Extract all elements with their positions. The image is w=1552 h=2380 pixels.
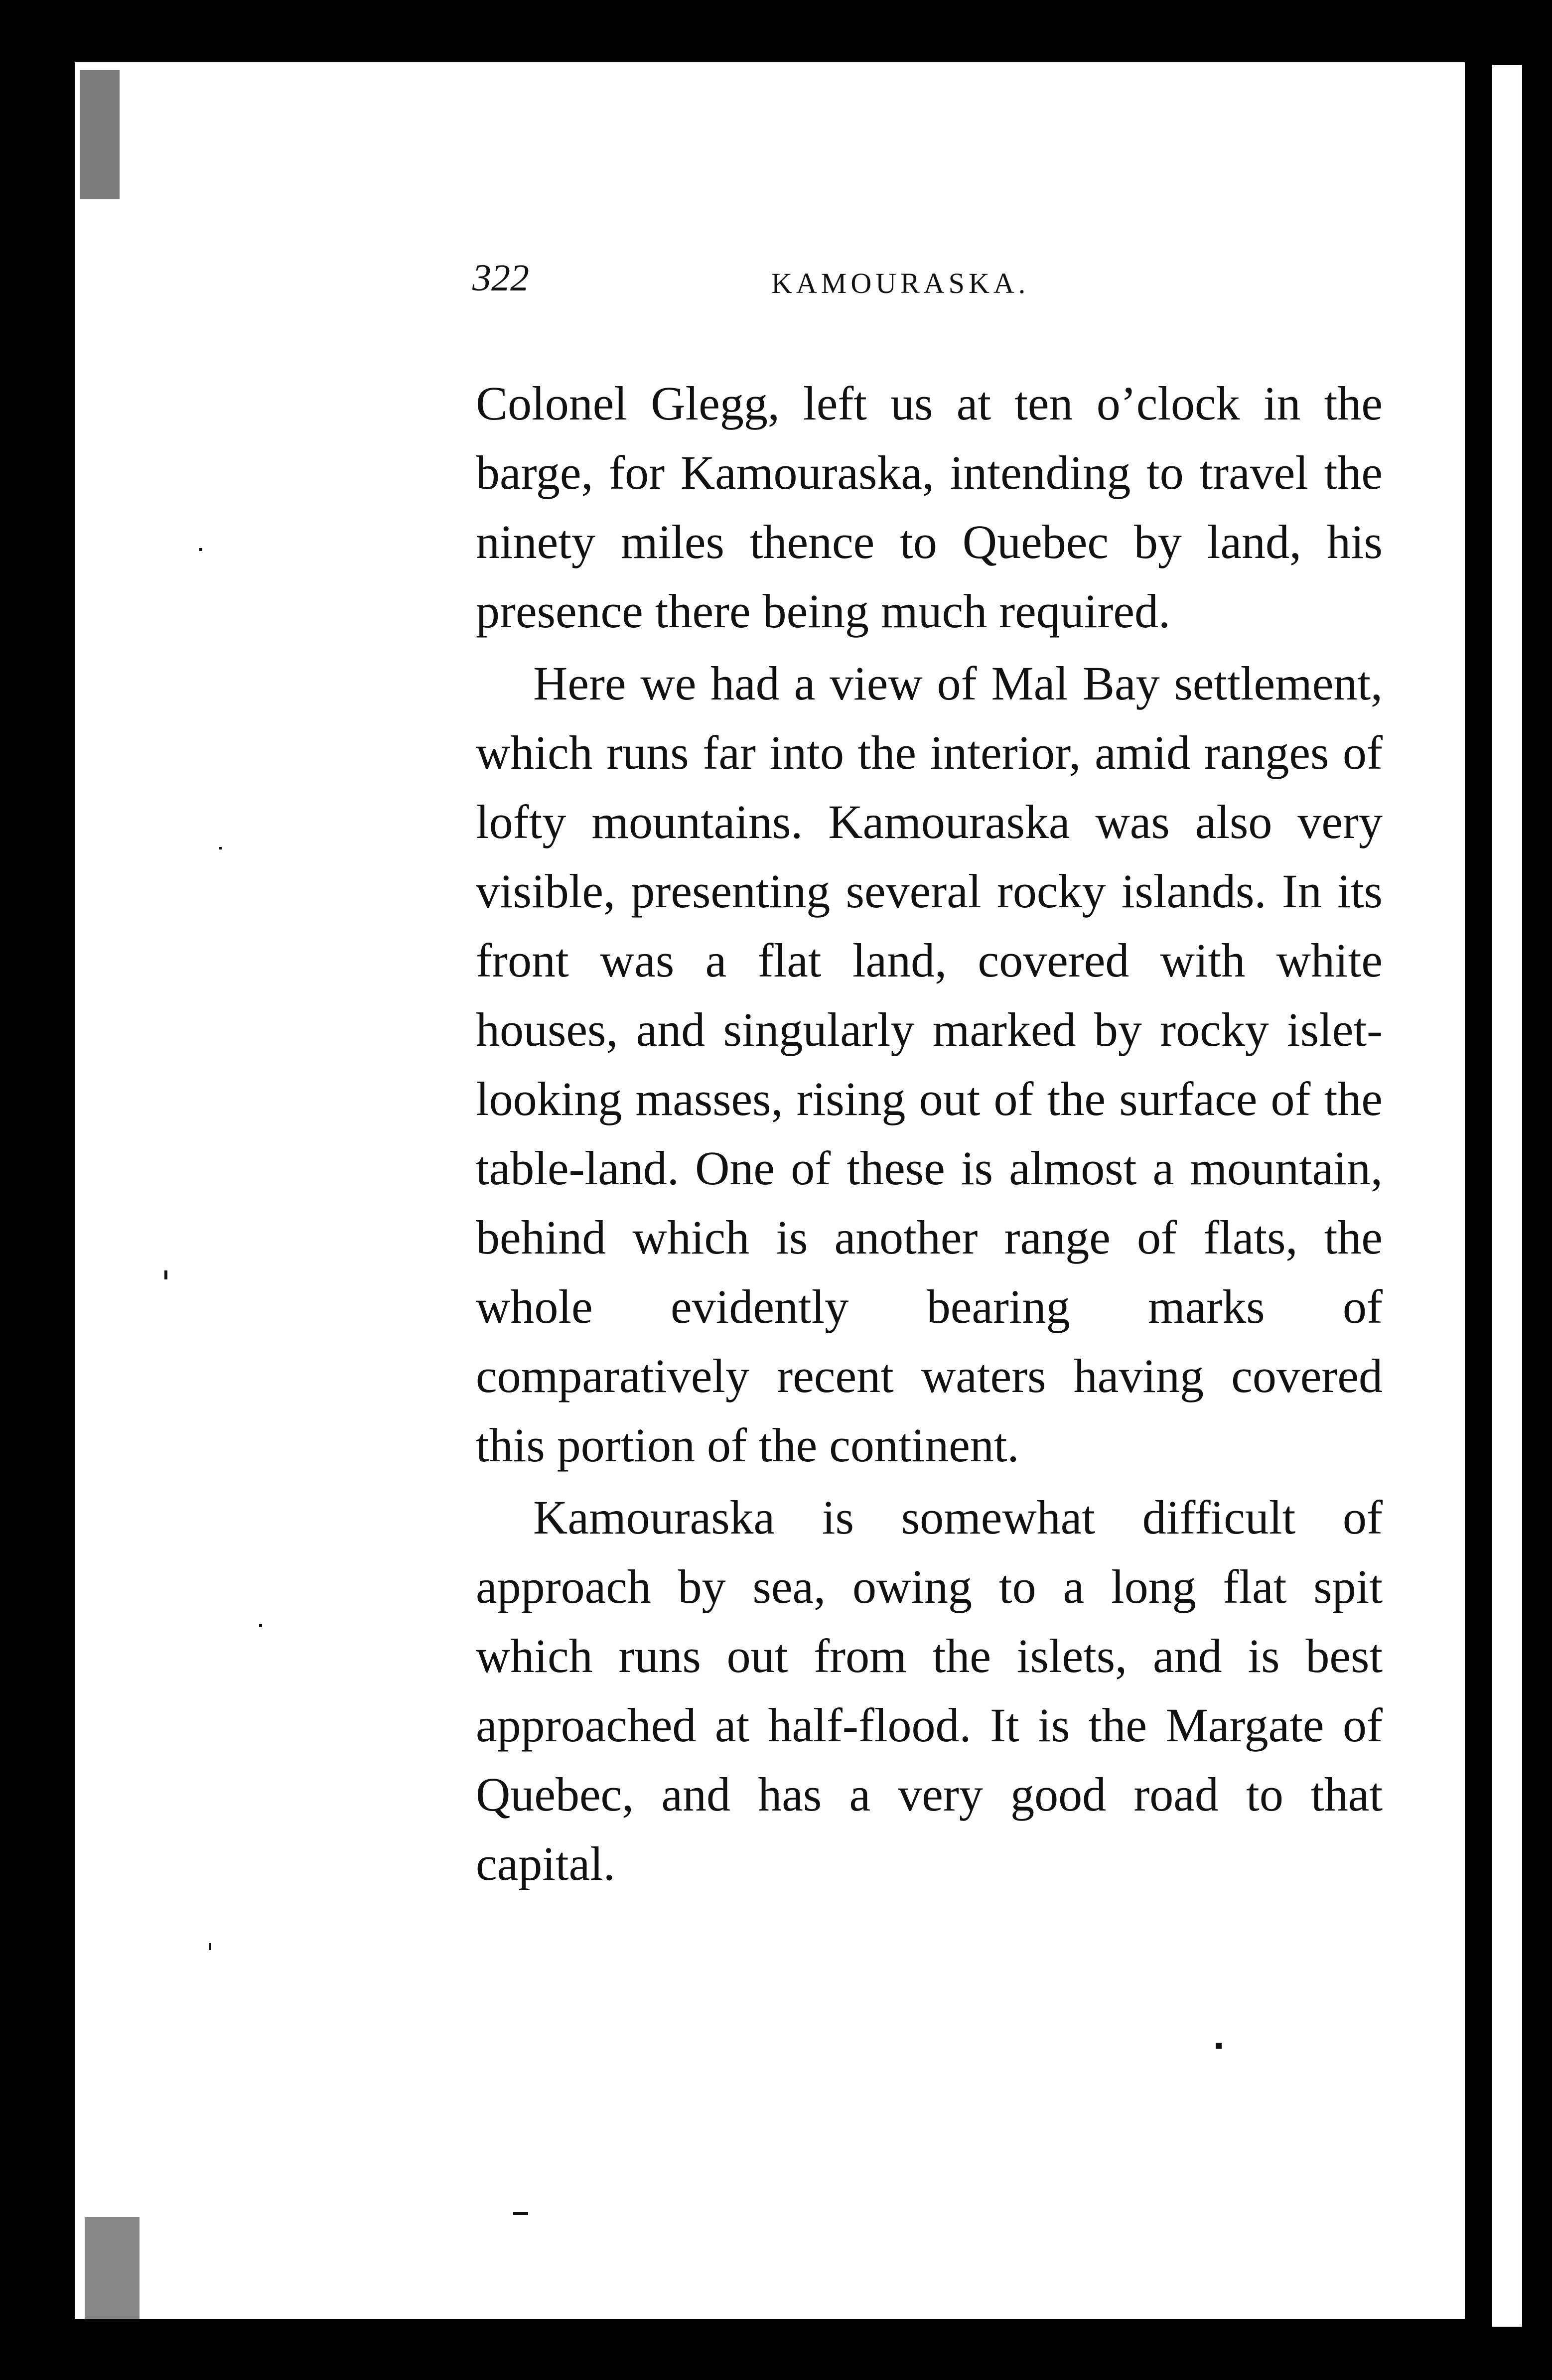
- scan-speckle: [259, 1624, 262, 1627]
- scan-speckle: [513, 2212, 528, 2215]
- scan-speckle: [219, 847, 222, 849]
- running-head: KAMOURASKA.: [771, 267, 1030, 299]
- page-header: [472, 257, 1394, 306]
- page-shadow: [1467, 90, 1490, 2292]
- scan-speckle: [199, 548, 202, 551]
- body-text: [476, 369, 1383, 1898]
- paragraph: Colonel Glegg, left us at ten o’clock in the barge, for Kamouraska, intending to travel the ninety miles thence to Quebec by land, his presence there being much required.: [476, 377, 1383, 638]
- paragraph: Here we had a view of Mal Bay settlement, which runs far into the interior, amid ranges of lofty mountains. Kamouraska was also very visible, presenting several rocky islands. In its front was a flat land, covered with white houses, and singularly marked by rocky islet-looking masses, rising out of the surface of the table-land. One of these is almost a mountain, behind which is another range of flats, the whole evidently bearing marks of comparatively recent waters having covered this portion of the continent.: [476, 657, 1383, 1472]
- scan-speckle: [85, 2217, 140, 2322]
- page-edge: [1492, 65, 1522, 2327]
- page-number: 322: [472, 257, 529, 299]
- scan-speckle: [80, 70, 120, 199]
- scan-speckle: [164, 1270, 167, 1279]
- scan-speckle: [1216, 2043, 1222, 2049]
- paragraph: Kamouraska is somewhat difficult of approach by sea, owing to a long flat spit which runs out from the islets, and is best approached at half-flood. It is the Margate of Quebec, and has a very good road to that capital.: [476, 1491, 1383, 1890]
- scan-speckle: [209, 1943, 211, 1950]
